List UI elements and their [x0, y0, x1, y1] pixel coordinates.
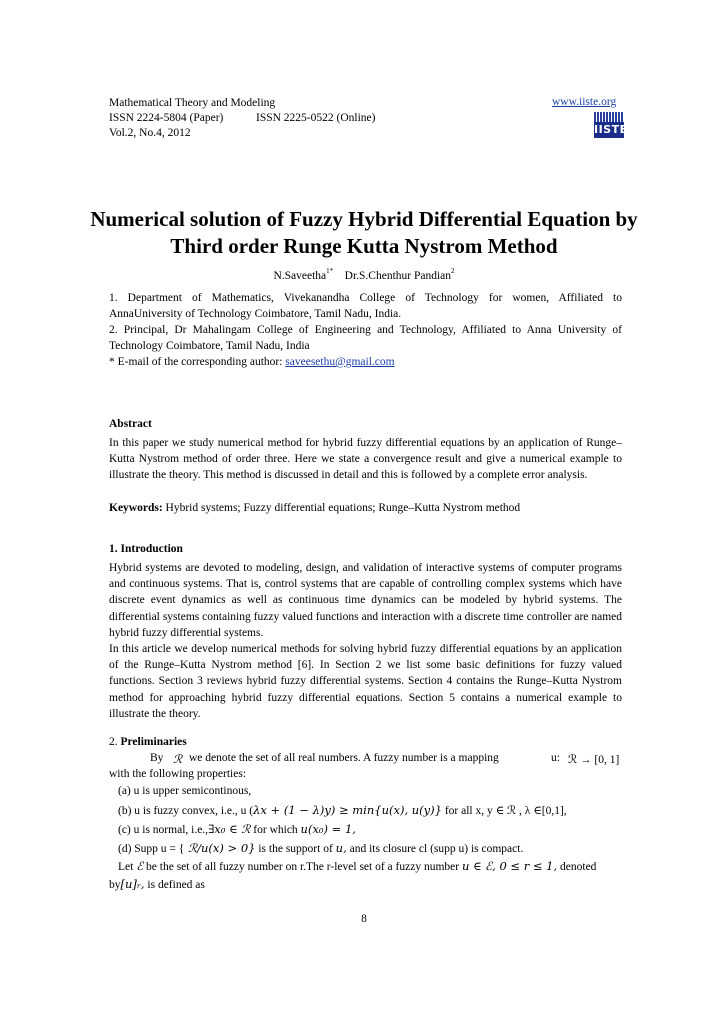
- level-set-mid: be the set of all fuzzy number on r.The r-level set of a fuzzy number: [143, 861, 462, 873]
- paper-title: [90, 206, 638, 260]
- affiliation-1-line-1: 1. Department of Mathematics, Vivekanandha College of Technology for women, Affiliated to: [109, 292, 622, 304]
- property-d-mid: is the support of: [255, 843, 336, 855]
- property-d-u: u,: [335, 841, 347, 855]
- preliminaries-title: Preliminaries: [120, 736, 187, 748]
- property-d-expression: ℛ/u(x) > 0}: [184, 841, 256, 855]
- property-d-post: and its closure cl (supp u) is compact.: [346, 843, 524, 855]
- page-number: 8: [361, 913, 367, 925]
- affiliation-2-line-1: 2. Principal, Dr Mahalingam College of Engineering and Technology, Affiliated to Anna University of: [109, 324, 622, 336]
- level-set-defined: is defined as: [144, 879, 205, 891]
- logo-bars-icon: [594, 112, 624, 122]
- level-set-pre: Let: [118, 861, 137, 873]
- fuzzy-set-symbol: ℰ: [136, 859, 144, 873]
- introduction-paragraph-1: Hybrid systems are devoted to modeling, design, and validation of interactive systems of computer programs and continuous systems. That is, control systems that are capable of controlling complex systems which have discrete event dynamics as well as continuous time dynamics can be modeled by hybrid systems. The differential systems containing fuzzy valued functions and interaction with a discrete time controller are named hybrid fuzzy differential systems.: [109, 562, 622, 639]
- keywords-label: Keywords:: [109, 502, 163, 514]
- introduction-paragraph-2: In this article we develop numerical methods for solving hybrid fuzzy differential equations by an application of the Runge–Kutta Nystrom method [6]. In Section 2 we list some basic definitions for fuzzy valued functions. Section 3 reviews hybrid fuzzy differential systems. Section 4 contains the Runge–Kutta Nystrom method for approaching hybrid fuzzy differential equations. Section 5 contains a numerical example to illustrate the theory.: [109, 643, 622, 720]
- author-1-sup: 1*: [326, 267, 334, 275]
- property-b: [118, 803, 567, 817]
- property-b-pre: (b) u is fuzzy convex, i.e., u (: [118, 805, 254, 817]
- property-c-expression: ∃x₀ ∈ ℛ: [208, 822, 251, 836]
- prelim-line-1c: u:: [551, 752, 560, 764]
- property-b-post: for all x, y ∈ ℛ , λ ∈[0,1],: [441, 805, 567, 817]
- abstract-heading: Abstract: [109, 418, 152, 430]
- author-1: N.Saveetha: [273, 270, 327, 282]
- affiliation-1-line-2: AnnaUniversity of Technology Coimbatore, Tamil Nadu, India.: [109, 308, 402, 320]
- property-c: [118, 822, 356, 836]
- email-link[interactable]: saveesethu@gmail.com: [285, 356, 395, 368]
- affiliation-2-line-2: Technology Coimbatore, Tamil Nadu, India: [109, 340, 310, 352]
- journal-name: Mathematical Theory and Modeling: [109, 97, 276, 109]
- level-set-post: denoted: [557, 861, 597, 873]
- prelim-line-1a: By: [150, 752, 164, 764]
- issn-paper: ISSN 2224-5804 (Paper): [109, 112, 224, 124]
- author-2: Dr.S.Chenthur Pandian: [344, 270, 452, 282]
- property-c-expression-2: u(x₀) = 1,: [300, 822, 356, 836]
- level-set-expression: u ∈ ℰ, 0 ≤ r ≤ 1,: [461, 859, 558, 873]
- website-link[interactable]: www.iiste.org: [552, 96, 617, 108]
- property-a: (a) u is upper semicontinous,: [118, 785, 252, 797]
- title-line-1: Numerical solution of Fuzzy Hybrid Differential Equation by: [90, 207, 638, 231]
- keywords-text: Hybrid systems; Fuzzy differential equations; Runge–Kutta Nystrom method: [162, 502, 521, 514]
- property-b-expression: λx + (1 − λ)y) ≥ min{u(x), u(y)}: [253, 803, 442, 817]
- level-set-notation: [u]ᵣ,: [120, 877, 145, 891]
- logo-text: IISTE: [594, 123, 628, 136]
- property-d-pre: (d) Supp u = {: [118, 843, 185, 855]
- prelim-line-1d: ℛ → [0, 1]: [568, 754, 620, 766]
- author-2-sup: 2: [451, 267, 455, 275]
- preliminaries-heading: [109, 736, 187, 748]
- reals-symbol-1: ℛ: [173, 752, 183, 766]
- title-line-2: Third order Runge Kutta Nystrom Method: [170, 234, 558, 258]
- prelim-line-2: with the following properties:: [109, 768, 247, 780]
- issn-online: ISSN 2225-0522 (Online): [256, 112, 376, 124]
- level-set-by: by: [109, 879, 121, 891]
- preliminaries-number: 2.: [109, 736, 121, 748]
- property-c-mid: for which: [250, 824, 301, 836]
- keywords-line: [109, 500, 622, 516]
- corresponding-email-line: [109, 354, 622, 370]
- level-set-line-1: [118, 859, 596, 873]
- property-d: [118, 841, 523, 855]
- iiste-logo: [594, 112, 628, 138]
- abstract-text: In this paper we study numerical method for hybrid fuzzy differential equations by an application of Runge–Kutta Nystrom method of order three. Here we state a convergence result and give a numerical example to illustrate the theory. This method is discussed in detail and this is followed by a complete error analysis.: [109, 437, 622, 482]
- level-set-line-2: [109, 877, 205, 891]
- prelim-line-1b: we denote the set of all real numbers. A fuzzy number is a mapping: [189, 752, 499, 764]
- email-label: * E-mail of the corresponding author:: [109, 356, 286, 368]
- introduction-heading: 1. Introduction: [109, 543, 183, 555]
- volume-info: Vol.2, No.4, 2012: [109, 127, 191, 139]
- author-line: [0, 267, 728, 282]
- property-c-pre: (c) u is normal, i.e.,: [118, 824, 209, 836]
